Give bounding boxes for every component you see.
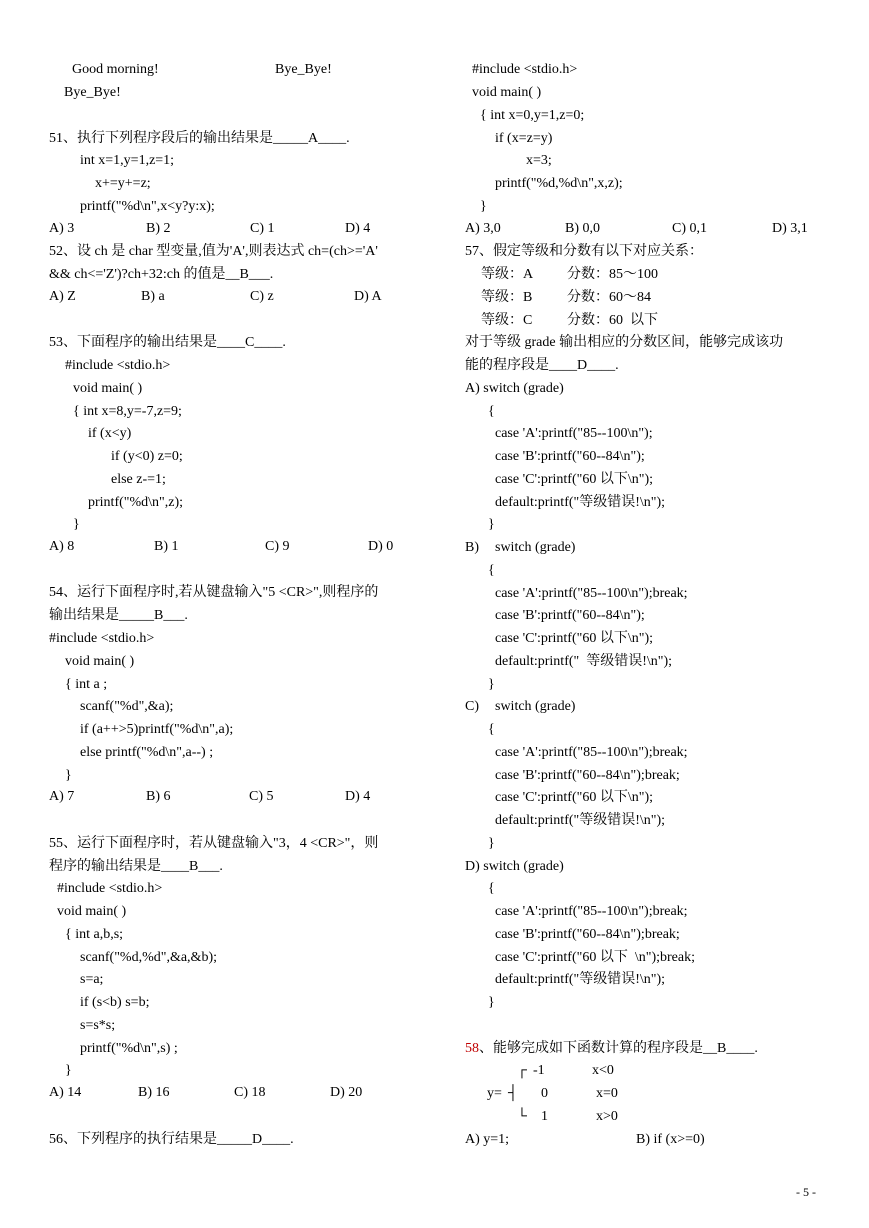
q53-code-line: #include <stdio.h> bbox=[65, 358, 171, 373]
q56-option: D) 3,1 bbox=[772, 221, 808, 236]
q56-code-line: void main( ) bbox=[472, 85, 542, 100]
q55-option: A) 14 bbox=[49, 1085, 82, 1100]
q57-option-d-line: default:printf("等级错误!\n"); bbox=[495, 972, 666, 987]
q54-code-line: #include <stdio.h> bbox=[49, 631, 155, 646]
piecewise-value: 0 bbox=[541, 1086, 548, 1101]
q57-option-d-line: case 'C':printf("60 以下 \n");break; bbox=[495, 950, 695, 965]
q52-option: D) A bbox=[354, 289, 382, 304]
q57-option-a-line: case 'B':printf("60--84\n"); bbox=[495, 449, 645, 464]
q55-code-line: } bbox=[65, 1063, 72, 1078]
piecewise-condition: x<0 bbox=[592, 1063, 614, 1078]
piecewise-brace-bottom: └ bbox=[517, 1109, 527, 1124]
q53-option: D) 0 bbox=[368, 539, 394, 554]
piecewise-value: 1 bbox=[541, 1109, 548, 1124]
q56-option: C) 0,1 bbox=[672, 221, 707, 236]
question-56-stem: 56、下列程序的执行结果是_____D____. bbox=[49, 1132, 294, 1147]
q56-code-line: printf("%d,%d\n",x,z); bbox=[495, 176, 623, 191]
question-54-stem-1: 54、运行下面程序时,若从键盘输入"5 <CR>",则程序的 bbox=[49, 585, 379, 600]
q56-code-line: } bbox=[480, 199, 487, 214]
q57-question-1: 对于等级 grade 输出相应的分数区间，能够完成该功 bbox=[465, 335, 784, 350]
q53-option: B) 1 bbox=[154, 539, 179, 554]
q53-code-line: if (y<0) z=0; bbox=[111, 449, 183, 464]
q57-option-d-line: } bbox=[488, 995, 495, 1010]
q55-code-line: #include <stdio.h> bbox=[57, 881, 163, 896]
q55-code-line: printf("%d\n",s) ; bbox=[80, 1041, 178, 1056]
q57-option-b-line: } bbox=[488, 677, 495, 692]
q52-option: A) Z bbox=[49, 289, 76, 304]
q57-option-a-line: default:printf("等级错误!\n"); bbox=[495, 495, 666, 510]
q57-option-b-line: { bbox=[488, 563, 495, 578]
piecewise-condition: x=0 bbox=[596, 1086, 618, 1101]
q56-option: A) 3,0 bbox=[465, 221, 501, 236]
piecewise-y-label: y= bbox=[487, 1086, 502, 1101]
q56-code-line: #include <stdio.h> bbox=[472, 62, 578, 77]
q57-option-c-line: default:printf("等级错误!\n"); bbox=[495, 813, 666, 828]
q57-option-c-line: } bbox=[488, 836, 495, 851]
q54-option: C) 5 bbox=[249, 789, 274, 804]
q54-option: A) 7 bbox=[49, 789, 75, 804]
q57-option-c-line: case 'C':printf("60 以下\n"); bbox=[495, 790, 653, 805]
q54-code-line: if (a++>5)printf("%d\n",a); bbox=[80, 722, 234, 737]
q53-code-line: else z-=1; bbox=[111, 472, 166, 487]
q56-code-line: { int x=0,y=1,z=0; bbox=[480, 108, 585, 123]
question-52-stem-1: 52、设 ch 是 char 型变量,值为'A',则表达式 ch=(ch>='A' bbox=[49, 244, 378, 259]
piecewise-value: -1 bbox=[533, 1063, 545, 1078]
piecewise-brace-mid: ┤ bbox=[508, 1086, 518, 1101]
q57-option-a-head: A) switch (grade) bbox=[465, 381, 564, 396]
q55-code-line: s=s*s; bbox=[80, 1018, 116, 1033]
piecewise-condition: x>0 bbox=[596, 1109, 618, 1124]
q54-option: B) 6 bbox=[146, 789, 171, 804]
q53-code-line: { int x=8,y=-7,z=9; bbox=[73, 404, 182, 419]
q57-question-2: 能的程序段是____D____. bbox=[465, 358, 619, 373]
q58-option-b: B) if (x>=0) bbox=[636, 1132, 705, 1147]
q57-score: 分数：85～100 bbox=[567, 267, 658, 282]
q58-option-a: A) y=1; bbox=[465, 1132, 510, 1147]
q57-grade: 等级：A bbox=[481, 267, 534, 282]
question-58-stem bbox=[465, 1040, 758, 1057]
q57-option-c-line: case 'B':printf("60--84\n");break; bbox=[495, 768, 680, 783]
q57-option-a-line: case 'C':printf("60 以下\n"); bbox=[495, 472, 653, 487]
output-line-bye-1: Bye_Bye! bbox=[275, 62, 332, 77]
q57-score: 分数：60 以下 bbox=[567, 313, 658, 328]
q51-option: C) 1 bbox=[250, 221, 275, 236]
q52-option: C) z bbox=[250, 289, 274, 304]
q55-code-line: scanf("%d,%d",&a,&b); bbox=[80, 950, 217, 965]
question-54-stem-2: 输出结果是_____B___. bbox=[49, 608, 188, 623]
q55-option: C) 18 bbox=[234, 1085, 266, 1100]
q57-option-c-line: { bbox=[488, 722, 495, 737]
piecewise-brace-top: ┌ bbox=[517, 1063, 527, 1078]
question-51-stem: 51、执行下列程序段后的输出结果是_____A____. bbox=[49, 131, 350, 146]
q57-option-a-line: { bbox=[488, 404, 495, 419]
q57-option-b-line: case 'A':printf("85--100\n");break; bbox=[495, 586, 688, 601]
q57-grade: 等级：C bbox=[481, 313, 533, 328]
q54-code-line: else printf("%d\n",a--) ; bbox=[80, 745, 214, 760]
q51-option: A) 3 bbox=[49, 221, 75, 236]
q57-option-b-head: switch (grade) bbox=[495, 540, 576, 555]
q54-code-line: { int a ; bbox=[65, 677, 108, 692]
q57-option-c-label: C) bbox=[465, 699, 479, 714]
q55-code-line: if (s<b) s=b; bbox=[80, 995, 150, 1010]
q55-option: D) 20 bbox=[330, 1085, 363, 1100]
q53-code-line: void main( ) bbox=[73, 381, 143, 396]
q57-option-b-line: case 'C':printf("60 以下\n"); bbox=[495, 631, 653, 646]
q53-option: C) 9 bbox=[265, 539, 290, 554]
q54-code-line: scanf("%d",&a); bbox=[80, 699, 174, 714]
q53-code-line: printf("%d\n",z); bbox=[88, 495, 184, 510]
q57-option-c-line: case 'A':printf("85--100\n");break; bbox=[495, 745, 688, 760]
q54-option: D) 4 bbox=[345, 789, 371, 804]
q55-code-line: void main( ) bbox=[57, 904, 127, 919]
q57-option-d-head: D) switch (grade) bbox=[465, 859, 564, 874]
q55-option: B) 16 bbox=[138, 1085, 170, 1100]
q54-code-line: } bbox=[65, 768, 72, 783]
q57-option-b-line: case 'B':printf("60--84\n"); bbox=[495, 608, 645, 623]
q57-grade: 等级：B bbox=[481, 290, 533, 305]
q52-option: B) a bbox=[141, 289, 165, 304]
q57-option-c-head: switch (grade) bbox=[495, 699, 576, 714]
q56-code-line: if (x=z=y) bbox=[495, 131, 553, 146]
q57-option-d-line: case 'B':printf("60--84\n");break; bbox=[495, 927, 680, 942]
q51-code-line: x+=y+=z; bbox=[95, 176, 151, 191]
q51-option: D) 4 bbox=[345, 221, 371, 236]
question-58-number: 58 bbox=[465, 1041, 479, 1056]
output-line-bye-2: Bye_Bye! bbox=[64, 85, 121, 100]
q53-option: A) 8 bbox=[49, 539, 75, 554]
q57-score: 分数：60～84 bbox=[567, 290, 651, 305]
question-58-text: 、能够完成如下函数计算的程序段是__B____. bbox=[479, 1041, 758, 1056]
question-55-stem-1: 55、运行下面程序时，若从键盘输入"3，4 <CR>"，则 bbox=[49, 836, 379, 851]
question-55-stem-2: 程序的输出结果是____B___. bbox=[49, 859, 223, 874]
q55-code-line: { int a,b,s; bbox=[65, 927, 124, 942]
q53-code-line: } bbox=[73, 517, 80, 532]
q57-option-d-line: { bbox=[488, 881, 495, 896]
q55-code-line: s=a; bbox=[80, 972, 104, 987]
q51-code-line: int x=1,y=1,z=1; bbox=[80, 153, 175, 168]
q51-code-line: printf("%d\n",x<y?y:x); bbox=[80, 199, 215, 214]
q57-option-a-line: } bbox=[488, 517, 495, 532]
q57-option-b-label: B) bbox=[465, 540, 479, 555]
q57-option-a-line: case 'A':printf("85--100\n"); bbox=[495, 426, 653, 441]
q57-option-b-line: default:printf(" 等级错误!\n"); bbox=[495, 654, 673, 669]
page-number: - 5 - bbox=[796, 1185, 816, 1199]
q54-code-line: void main( ) bbox=[65, 654, 135, 669]
q56-option: B) 0,0 bbox=[565, 221, 600, 236]
question-57-stem: 57、假定等级和分数有以下对应关系： bbox=[465, 244, 703, 259]
question-53-stem: 53、下面程序的输出结果是____C____. bbox=[49, 335, 286, 350]
q53-code-line: if (x<y) bbox=[88, 426, 132, 441]
q51-option: B) 2 bbox=[146, 221, 171, 236]
question-52-stem-2: && ch<='Z')?ch+32:ch 的值是__B___. bbox=[49, 267, 274, 282]
output-line-good-morning: Good morning! bbox=[72, 62, 159, 77]
q56-code-line: x=3; bbox=[526, 153, 552, 168]
q57-option-d-line: case 'A':printf("85--100\n");break; bbox=[495, 904, 688, 919]
